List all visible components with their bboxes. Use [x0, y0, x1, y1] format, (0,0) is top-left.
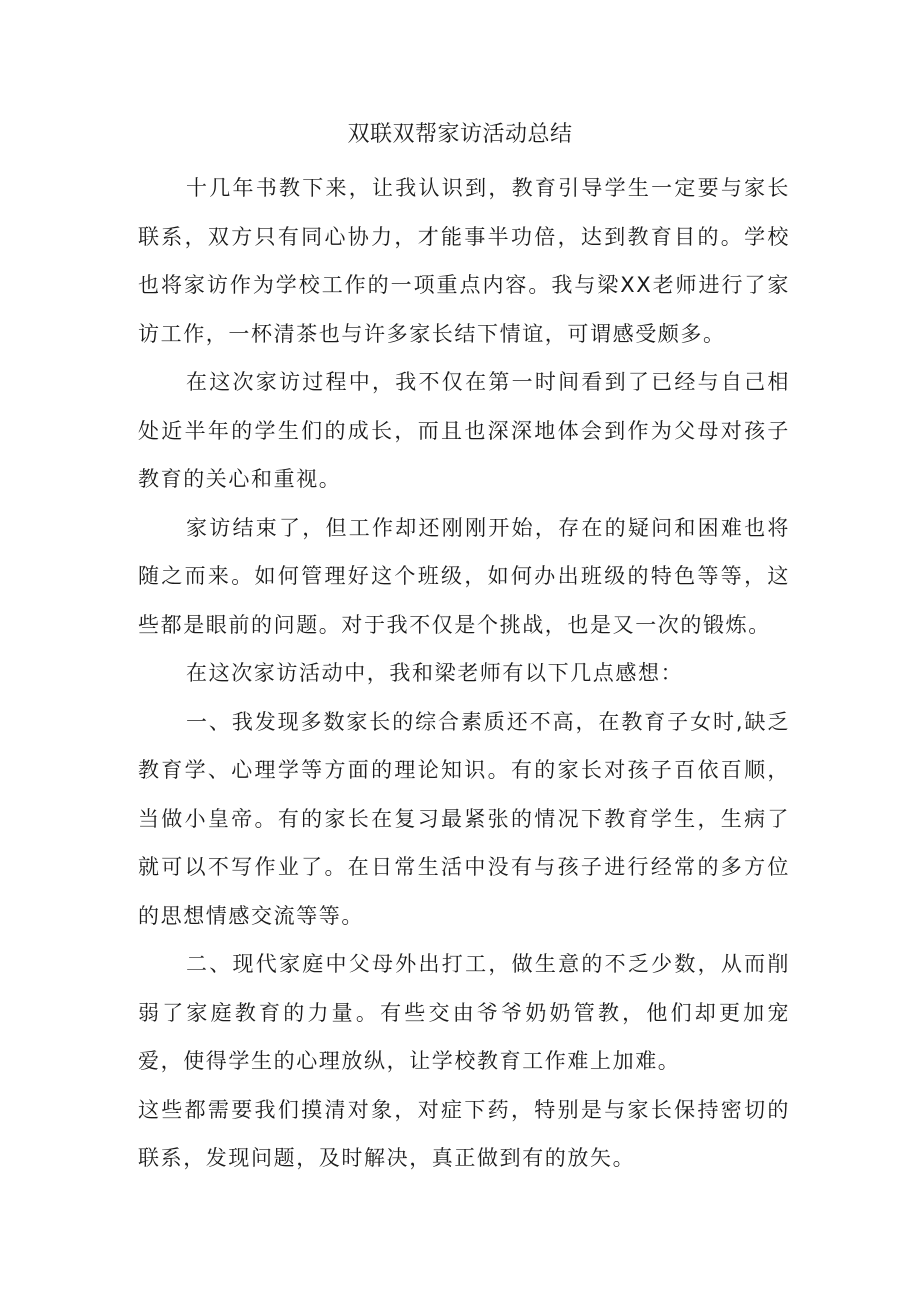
- paragraph-conclusion: 这些都需要我们摸清对象，对症下药，特别是与家长保持密切的联系，发现问题，及时解决，真正做到有的放矢。: [138, 1097, 790, 1170]
- document-title: 双联双帮家访活动总结: [347, 122, 573, 147]
- document-body: [138, 164, 790, 1183]
- paragraph-visit-end: 家访结束了，但工作却还刚刚开始，存在的疑问和困难也将随之而来。如何管理好这个班级，如何办出班级的特色等等，这些都是眼前的问题。对于我不仅是个挑战，也是又一次的锻炼。: [138, 515, 790, 637]
- paragraph-visit-process: 在这次家访过程中，我不仅在第一时间看到了已经与自己相处近半年的学生们的成长，而且也深深地体会到作为父母对孩子教育的关心和重视。: [138, 370, 790, 491]
- paragraph-intro: 十几年书教下来，让我认识到，教育引导学生一定要与家长联系，双方只有同心协力，才能事半功倍，达到教育目的。学校也将家访作为学校工作的一项重点内容。我与梁XX老师进行了家访工作，一杯清茶也与许多家长结下情谊，可谓感受颇多。: [138, 176, 790, 346]
- paragraph-point-two: 二、现代家庭中父母外出打工，做生意的不乏少数，从而削弱了家庭教育的力量。有些交由爷爷奶奶管教，他们却更加宠爱，使得学生的心理放纵，让学校教育工作难上加难。: [138, 952, 790, 1073]
- paragraph-thoughts-intro: 在这次家访活动中，我和梁老师有以下几点感想：: [186, 661, 684, 685]
- paragraph-point-one: 一、我发现多数家长的综合素质还不高，在教育子女时,缺乏教育学、心理学等方面的理论知识。有的家长对孩子百依百顺，当做小皇帝。有的家长在复习最紧张的情况下教育学生，生病了就可以不写作业了。在日常生活中没有与孩子进行经常的多方位的思想情感交流等等。: [138, 709, 790, 928]
